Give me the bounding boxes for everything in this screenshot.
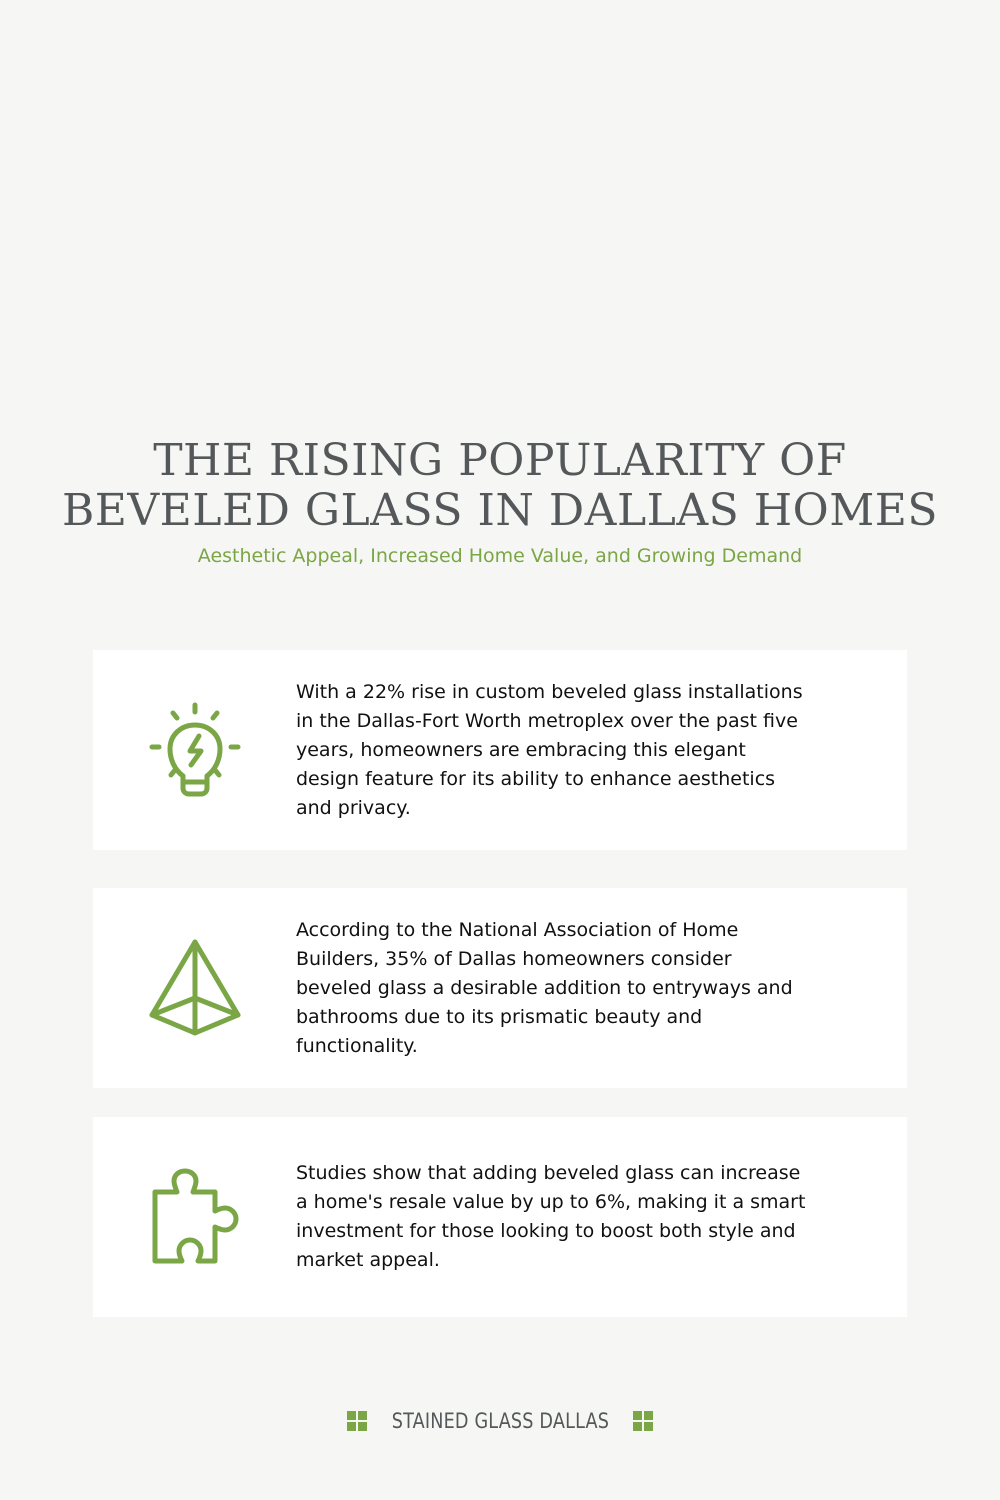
card-text: With a 22% rise in custom beveled glass installations in the Dallas-Fort Worth metroplex over the past five years, homeowners are embracing this elegant design feature for its ability to enhance aesthetics and privacy. (296, 681, 803, 819)
page-title (0, 436, 1000, 536)
card-text: Studies show that adding beveled glass can increase a home's resale value by up to 6%, making it a smart investment for those looking to boost both style and market appeal. (296, 1162, 806, 1271)
info-card-homeowners (93, 888, 907, 1088)
logo-grid-icon (633, 1411, 653, 1431)
lightbulb-icon (145, 700, 245, 800)
card-text: According to the National Association of Home Builders, 35% of Dallas homeowners consider beveled glass a desirable addition to entryways and bathrooms due to its prismatic beauty and functionality. (296, 919, 793, 1057)
title-line-2: BEVELED GLASS IN DALLAS HOMES (61, 485, 939, 536)
info-card-growth (93, 650, 907, 850)
page-subtitle: Aesthetic Appeal, Increased Home Value, and Growing Demand (197, 545, 803, 567)
puzzle-piece-icon (145, 1167, 245, 1267)
title-line-1: THE RISING POPULARITY OF (153, 435, 847, 486)
logo-grid-icon (347, 1411, 367, 1431)
brand-logo (0, 1408, 1000, 1434)
pyramid-icon (145, 938, 245, 1038)
logo-text: STAINED GLASS DALLAS (391, 1409, 609, 1433)
info-card-resale (93, 1117, 907, 1317)
